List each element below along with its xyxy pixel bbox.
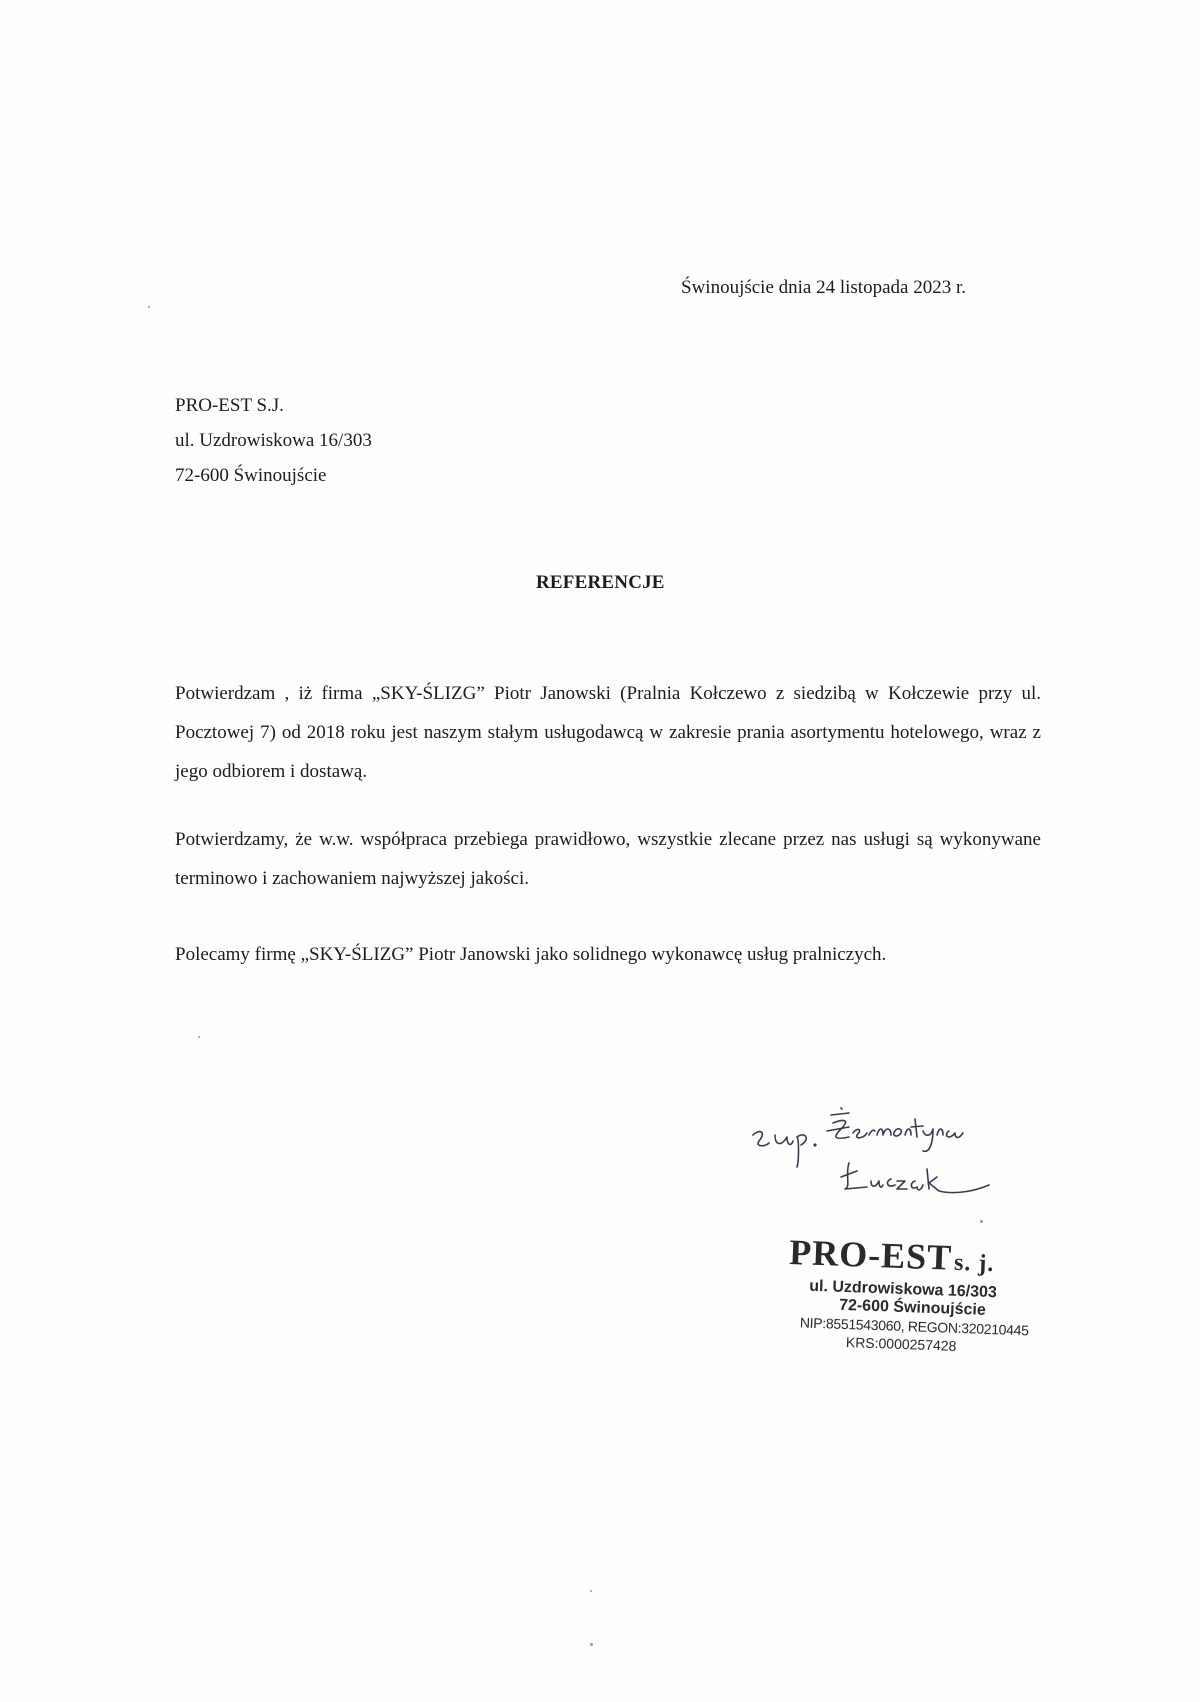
scan-speck [148,306,150,308]
stamp-krs: KRS:0000257428 [845,1334,957,1354]
paragraph-recommendation: Polecamy firmę „SKY-ŚLIZG” Piotr Janowski jako solidnego wykonawcę usług pralniczych. [175,944,887,965]
recipient-street: ul. Uzdrowiskowa 16/303 [175,430,372,451]
paragraph-cooperation: Potwierdzamy, że w.w. współpraca przebiega prawidłowo, wszystkie zlecane przez nas usługi są wykonywane terminowo i zachowaniem najwyższej jakości. [175,829,1041,889]
scan-speck [198,1036,200,1038]
stamp-street: ul. Uzdrowiskowa 16/303 [809,1277,998,1302]
date-line: Świnoujście dnia 24 listopada 2023 r. [681,277,966,298]
document-title: REFERENCJE [536,572,665,593]
scan-speck [980,1220,983,1223]
scan-speck [590,1643,593,1646]
recipient-address [175,388,372,493]
recipient-name: PRO-EST S.J. [175,395,284,416]
recipient-city: 72-600 Świnoujście [175,465,327,486]
handwritten-signature [745,1105,1025,1215]
stamp-name-text: PRO-EST [788,1232,953,1278]
stamp-legal-form: s. j. [953,1249,995,1278]
scan-speck [590,1590,592,1592]
paragraph-confirmation: Potwierdzam , iż firma „SKY-ŚLIZG” Piotr Janowski (Pralnia Kołczewo z siedzibą w Kołczewie przy ul. Pocztowej 7) od 2018 roku jest naszym stałym usługodawcą w zakresie prania asortymentu hotelowego, wraz z jego odbiorem i dostawą. [175,683,1041,782]
company-stamp [786,1232,1070,1359]
stamp-city: 72-600 Świnoujście [838,1296,987,1319]
stamp-tax-ids: NIP:8551543060, REGON:320210445 [799,1314,1029,1339]
